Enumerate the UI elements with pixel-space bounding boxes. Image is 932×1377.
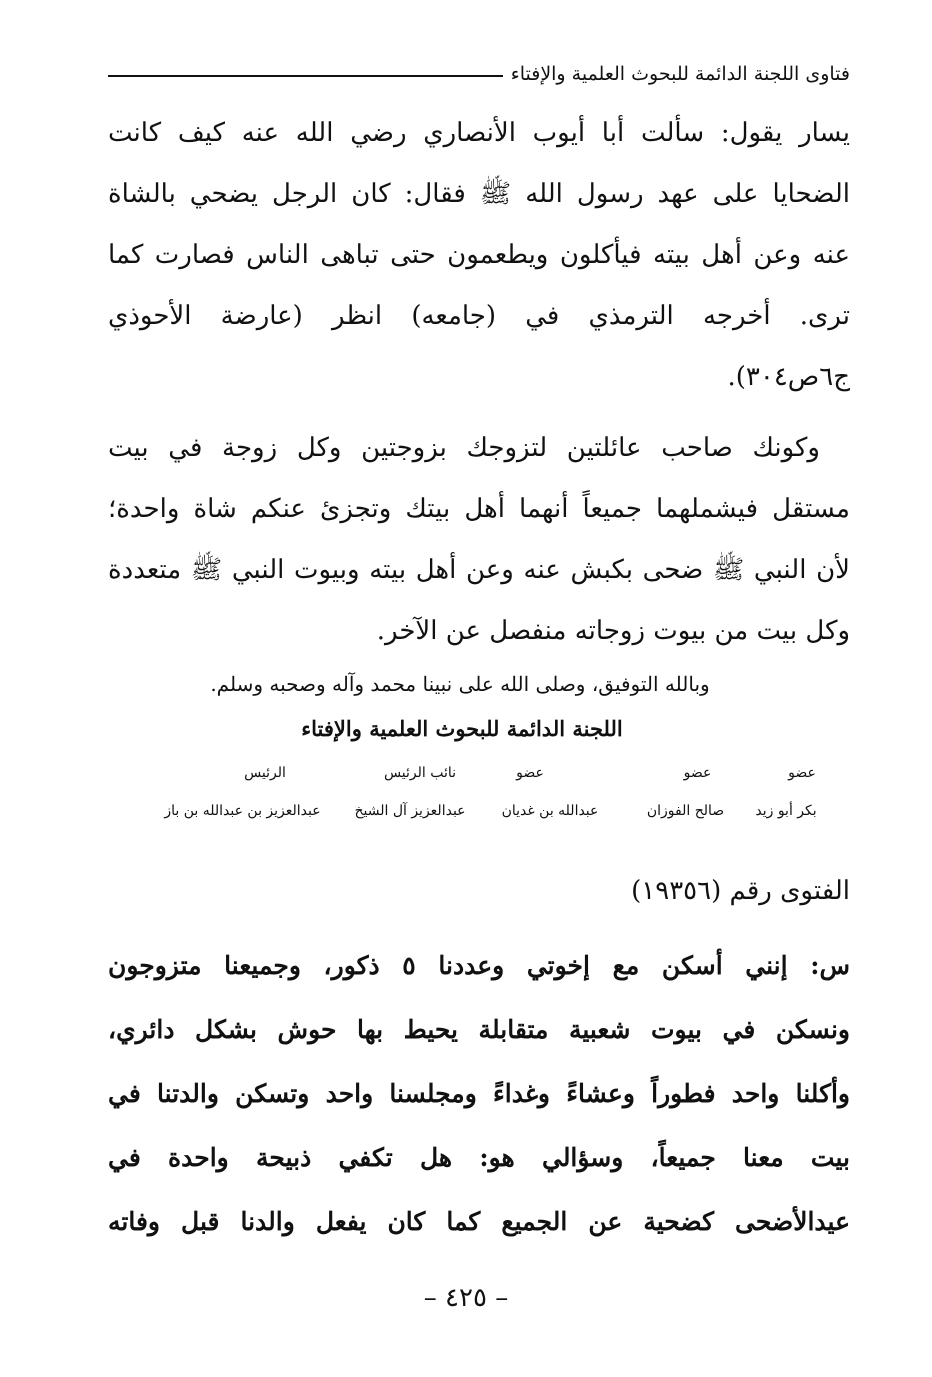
text-line: ترى. أخرجه الترمذي في (جامعه) انظر (عارضة الأحوذي	[108, 301, 850, 331]
text-line: وكل بيت من بيوت زوجاته منفصل عن الآخر.	[376, 616, 850, 646]
header-title: فتاوى اللجنة الدائمة للبحوث العلمية والإفتاء	[510, 63, 850, 85]
answer-paragraph-1	[108, 103, 850, 408]
text-line: ج٦ص٣٠٤).	[727, 362, 850, 392]
signatory-name: عبدالعزيز بن عبدالله بن باز	[164, 803, 321, 819]
signatory-name: عبدالله بن غديان	[501, 803, 599, 819]
signatory-role: عضو	[516, 765, 544, 781]
text-line: وكونك صاحب عائلتين لتزوجك بزوجتين وكل زوجة في بيت	[108, 433, 820, 463]
running-header	[108, 56, 850, 92]
text-line: س: إنني أسكن مع إخوتي وعددنا ٥ ذكور، وجميعنا متزوجون	[108, 951, 850, 980]
text-line: مستقل فيشملهما جميعاً أنهما أهل بيتك وتجزئ عنكم شاة واحدة؛	[108, 494, 850, 524]
signatory-role: عضو	[788, 765, 816, 781]
text-line: لأن النبي ﷺ ضحى بكبش عنه وعن أهل بيته وبيوت النبي ﷺ متعددة	[108, 555, 850, 585]
answer-paragraph-2	[108, 418, 850, 662]
signatory-role: عضو	[683, 765, 712, 781]
committee-name	[0, 716, 932, 741]
text-line: يسار يقول: سألت أبا أيوب الأنصاري رضي الله عنه كيف كانت	[108, 118, 850, 148]
signatory-name: صالح الفوزان	[646, 803, 725, 819]
question-paragraph	[108, 934, 850, 1254]
signatory-name: بكر أبو زيد	[755, 803, 817, 819]
text-line: عنه وعن أهل بيته فيأكلون ويطعمون حتى تباهى الناس فصارت كما	[108, 240, 850, 270]
text-line: عيدالأضحى كضحية عن الجميع كما كان يفعل والدنا قبل وفاته	[108, 1207, 850, 1236]
text-line: بيت معنا جميعاً، وسؤالي هو: هل تكفي ذبيحة واحدة في	[108, 1143, 850, 1172]
signatory-role: الرئيس	[244, 765, 286, 781]
closing-line	[0, 672, 932, 696]
page-number: – ٤٢٥ –	[423, 1283, 509, 1313]
signatory-role: نائب الرئيس	[383, 765, 457, 781]
text-line: ونسكن في بيوت شعبية متقابلة يحيط بها حوش بشكل دائري،	[108, 1015, 850, 1044]
header-rule	[108, 75, 503, 77]
text-line: الضحايا على عهد رسول الله ﷺ فقال: كان الرجل يضحي بالشاة	[108, 179, 850, 209]
fatwa-number: الفتوى رقم (١٩٣٥٦)	[631, 876, 850, 906]
closing-text: وبالله التوفيق، وصلى الله على نبينا محمد وآله وصحبه وسلم.	[210, 672, 710, 696]
signatory-name: عبدالعزيز آل الشيخ	[354, 803, 466, 819]
text-line: وأكلنا واحد فطوراً وعشاءً وغداءً ومجلسنا واحد وتسكن والدتنا في	[108, 1079, 850, 1108]
committee-text: اللجنة الدائمة للبحوث العلمية والإفتاء	[301, 716, 623, 741]
